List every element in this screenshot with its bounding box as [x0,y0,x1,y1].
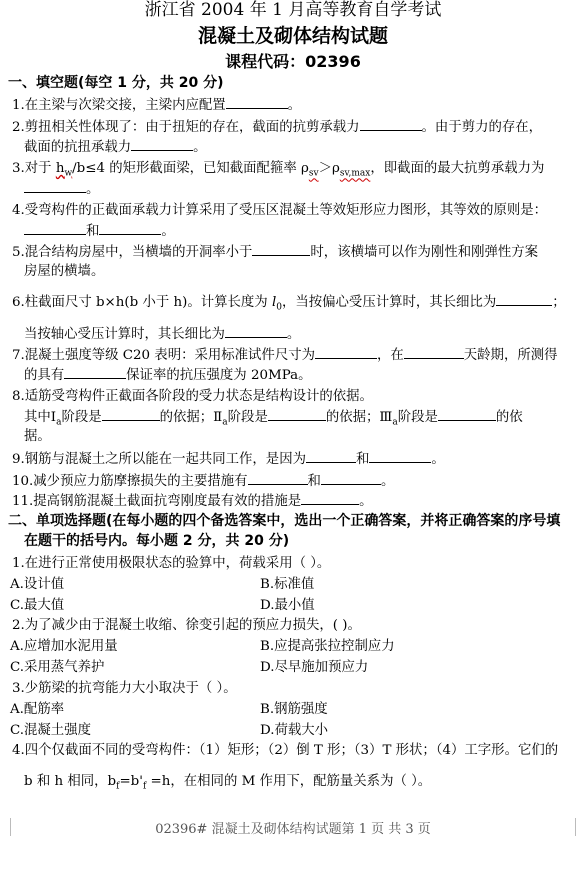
question-1-8-cont: 其中$Ⅰ_a$阶段是 的依据；$Ⅱ_a$阶段是 的依据；$Ⅲ_a$阶段是 的依 [24,410,523,428]
question-2-3-option-a: A.配筋率 [10,702,65,717]
question-1-4-cont: 和 。 [24,222,175,240]
crop-mark-right [575,818,584,836]
course-code: 课程代码：02396 [225,52,361,71]
question-1-1: 1.在主梁与次梁交接，主梁内应配置 。 [12,98,302,113]
question-1-6: 6.柱截面尺寸 b×h(b 小于 h)。计算长度为 $l_0$，当按偏心受压计算时，其长细比为 ； [12,295,566,313]
question-1-4: 4.受弯构件的正截面承载力计算采用了受压区混凝土等效矩形应力图形，其等效的原则是： [12,203,548,218]
question-1-11: 11.提高钢筋混凝土截面抗弯刚度最有效的措施是 。 [12,494,373,509]
question-2-1-option-a: A.设计值 [10,577,65,592]
section-1-heading: 一、填空题(每空 1 分，共 20 分) [8,75,224,91]
question-2-2-option-c: C.采用蒸气养护 [10,660,105,675]
question-1-5-cont: 房屋的横墙。 [24,264,105,279]
question-1-8: 8.适筋受弯构件正截面各阶段的受力状态是结构设计的依据。 [12,389,373,404]
question-2-1-option-c: C.最大值 [10,598,65,613]
section-2-heading-cont: 在题干的括号内。每小题 2 分，共 20 分) [24,533,290,549]
question-2-2-stem: 2.为了减少由于混凝土收缩、徐变引起的预应力损失，( )。 [12,618,361,633]
question-2-4-stem: 4.四个仅截面不同的受弯构件：（1）矩形；（2）倒 T 形；（3）T 形状；（4）工字形。它们的 [12,743,559,758]
question-2-3-option-c: C.混凝土强度 [10,723,91,738]
question-2-3-option-d: D.荷载大小 [260,723,329,738]
section-2-heading: 二、单项选择题(在每小题的四个备选答案中，选出一个正确答案，并将正确答案的序号填 [8,513,561,529]
question-2-1-stem: 1.在进行正常使用极限状态的验算中，荷载采用（ ）。 [12,556,331,571]
question-2-2-option-b: B.应提高张拉控制应力 [260,639,395,654]
question-1-6-cont: 当按轴心受压计算时，其长细比为 。 [24,327,301,342]
exam-header: 浙江省 2004 年 1 月高等教育自学考试 [144,0,442,20]
question-1-5: 5.混合结构房屋中，当横墙的开洞率小于 时，该横墙可以作为刚性和刚弹性方案 [12,245,539,260]
question-2-2-option-a: A.应增加水泥用量 [10,639,118,654]
question-1-2: 2.剪扭相关性体现了：由于扭矩的存在，截面的抗剪承载力 。由于剪力的存在， [12,120,543,135]
question-1-7: 7.混凝土强度等级 C20 表明：采用标准试件尺寸为 ，在 天龄期，所测得 [12,348,558,363]
question-1-3: 3.对于 $h_w/b\le 4$ 的矩形截面梁，已知截面配箍率 $\rho_{sv}>\rho_{sv,max}$，即截面的最大抗剪承载力为 [12,161,545,179]
question-1-10: 10.减少预应力筋摩擦损失的主要措施有 和 。 [12,474,395,489]
question-2-2-option-d: D.尽早施加预应力 [260,660,369,675]
question-2-3-stem: 3.少筋梁的抗弯能力大小取决于（ ）。 [12,681,237,696]
question-2-4-cont: b 和 h 相同，$b_f=b'_f =h$，在相同的 M 作用下，配筋量关系为（ ）。 [24,774,432,792]
question-1-3-cont: 。 [24,180,99,198]
question-1-7-cont: 的具有 保证率的抗压强度为 20MPa。 [24,368,312,383]
question-2-1-option-b: B.标准值 [260,577,315,592]
question-2-1-option-d: D.最小值 [260,598,315,613]
question-1-2-cont: 截面的抗扭承载力 。 [24,140,207,155]
question-1-9: 9.钢筋与混凝土之所以能在一起共同工作，是因为 和 。 [12,452,445,467]
page-footer: 02396# 混凝土及砌体结构试题第 1 页 共 3 页 [155,822,431,837]
question-1-8-end: 据。 [24,429,51,444]
question-2-3-option-b: B.钢筋强度 [260,702,328,717]
page-title: 混凝土及砌体结构试题 [197,25,388,47]
